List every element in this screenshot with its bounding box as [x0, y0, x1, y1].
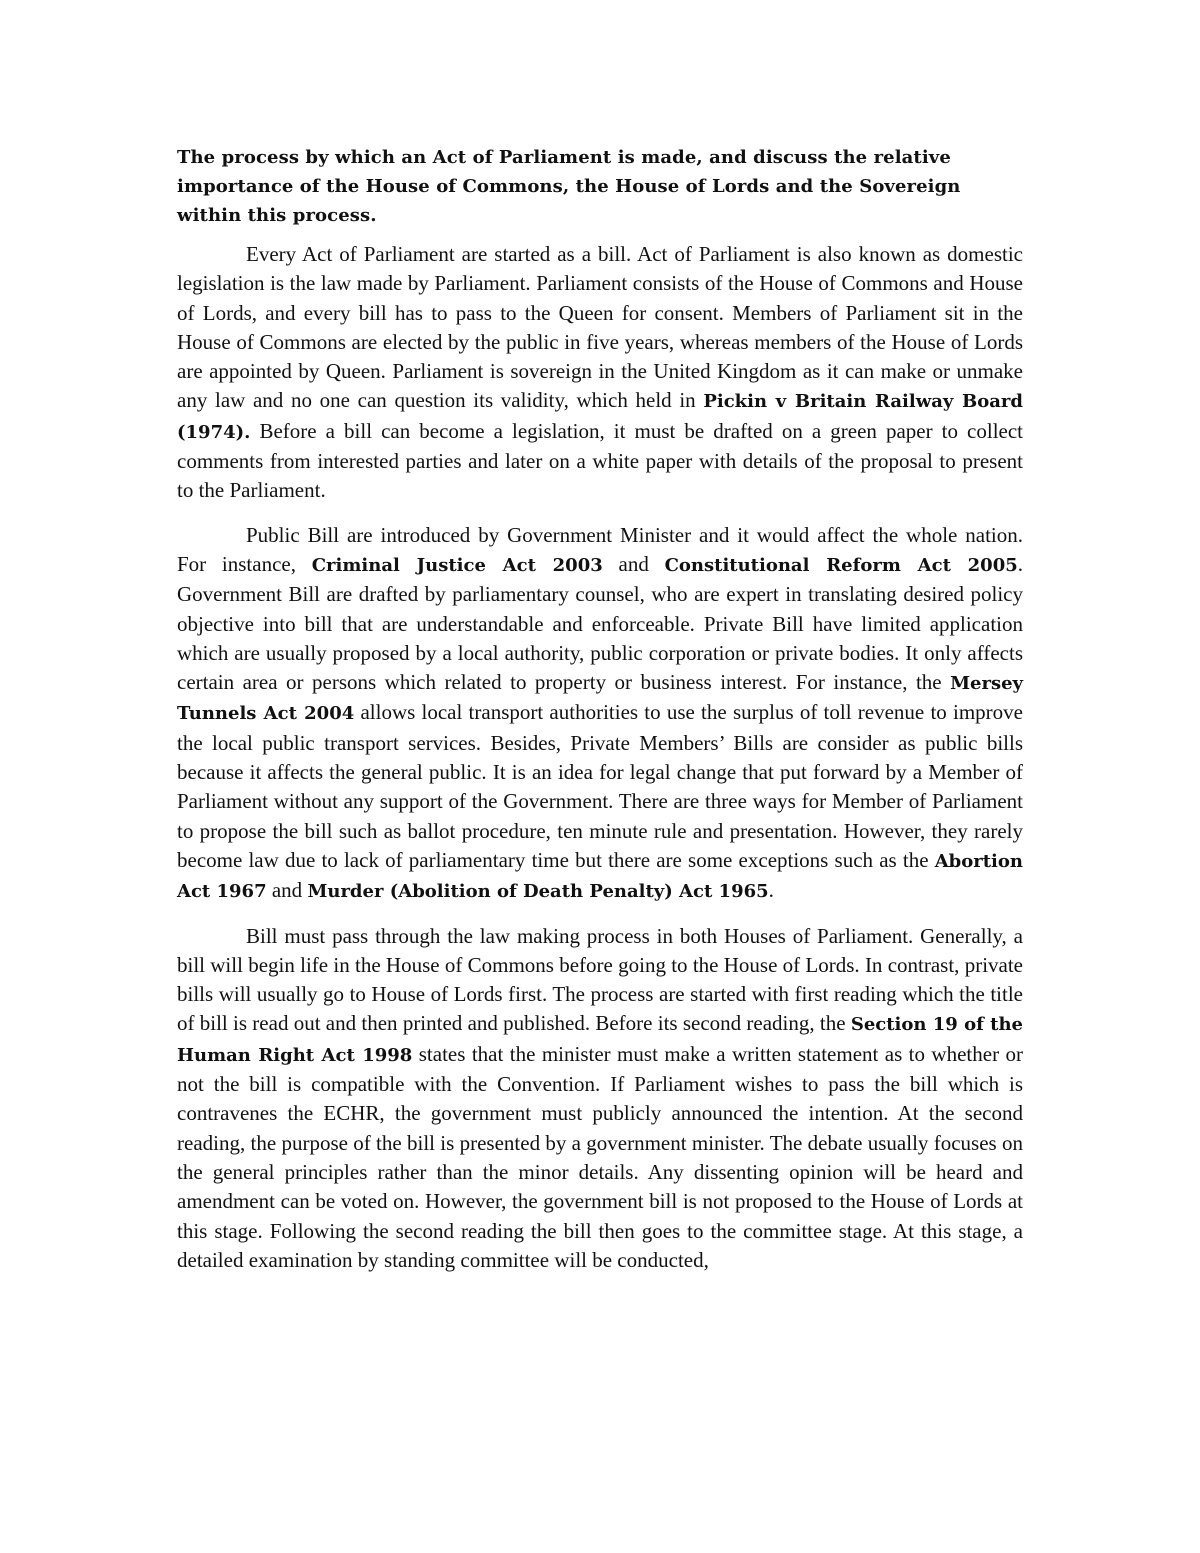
statute-citation: Criminal Justice Act 2003: [311, 554, 603, 576]
statute-citation: Abortion Act 1967: [177, 850, 1023, 903]
case-citation: Pickin v Britain Railway Board (1974).: [177, 391, 1023, 443]
paragraph-text: Bill must pass through the law making process in both Houses of Parliament. Generally, a bill will begin life in the House of Commons before going to the House of Lords. In contrast, private bills will usually go to House of Lords first. The process are started with first reading which the title of bill is read out and then printed and published. Before its second reading, the: [177, 923, 1023, 1036]
document-body: [177, 143, 1023, 1290]
statute-citation: Murder (Abolition of Death Penalty) Act 1965: [307, 881, 769, 903]
statute-citation: Section 19 of the Human Right Act 1998: [177, 1014, 1023, 1066]
paragraph-text: Before a bill can become a legislation, it must be drafted on a green paper to collect comments from interested parties and later on a white paper with details of the proposal to present to the Parliament.: [177, 418, 1023, 503]
paragraph-text: states that the minister must make a written statement as to whether or not the bill is compatible with the Convention. If Parliament wishes to pass the bill which is contravenes the ECHR, the government must publicly announced the intention. At the second reading, the purpose of the bill is presented by a government minister. The debate usually focuses on the general principles rather than the minor details. Any dissenting opinion will be heard and amendment can be voted on. However, the government bill is not proposed to the House of Lords at this stage. Following the second reading the bill then goes to the committee stage. At this stage, a detailed examination by standing committee will be conducted,: [177, 1041, 1023, 1272]
paragraph-text: Public Bill are introduced by Government Minister and it would affect the whole nation. For instance,: [177, 522, 1023, 576]
paragraph-text: Every Act of Parliament are started as a bill. Act of Parliament is also known as domestic legislation is the law made by Parliament. Parliament consists of the House of Commons and House of Lords, and every bill has to pass to the Queen for consent. Members of Parliament sit in the House of Commons are elected by the public in five years, whereas members of the House of Lords are appointed by Queen. Parliament is sovereign in the United Kingdom as it can make or unmake any law and no one can question its validity, which held in: [177, 242, 1023, 413]
paragraph-types-of-bills: [177, 521, 1023, 907]
paragraph-text: allows local transport authorities to use the surplus of toll revenue to improve the local public transport services. Besides, Private Members’ Bills are consider as public bills because it affects the general public. It is an idea for legal change that put forward by a Member of Parliament without any support of the Government. There are three ways for Member of Parliament to propose the bill such as ballot procedure, ten minute rule and presentation. However, they rarely become law due to lack of parliamentary time but there are some exceptions such as the: [177, 700, 1023, 872]
statute-citation: Mersey Tunnels Act 2004: [177, 673, 1023, 725]
paragraph-introduction: [177, 240, 1023, 506]
paragraph-law-making-process: [177, 922, 1023, 1276]
paragraph-text: .: [768, 878, 774, 903]
paragraph-text: . Government Bill are drafted by parliamentary counsel, who are expert in translating desired policy objective into bill that are understandable and enforceable. Private Bill have limited application which are usually proposed by a local authority, public corporation or private bodies. It only affects certain area or persons which related to property or business interest. For instance, the: [177, 551, 1023, 695]
document-title: The process by which an Act of Parliament is made, and discuss the relative importance of the House of Commons, the House of Lords and the Sovereign within this process.: [177, 147, 961, 226]
statute-citation: Constitutional Reform Act 2005: [664, 554, 1018, 576]
paragraph-text: and: [266, 878, 308, 903]
paragraph-text: and: [602, 551, 665, 576]
